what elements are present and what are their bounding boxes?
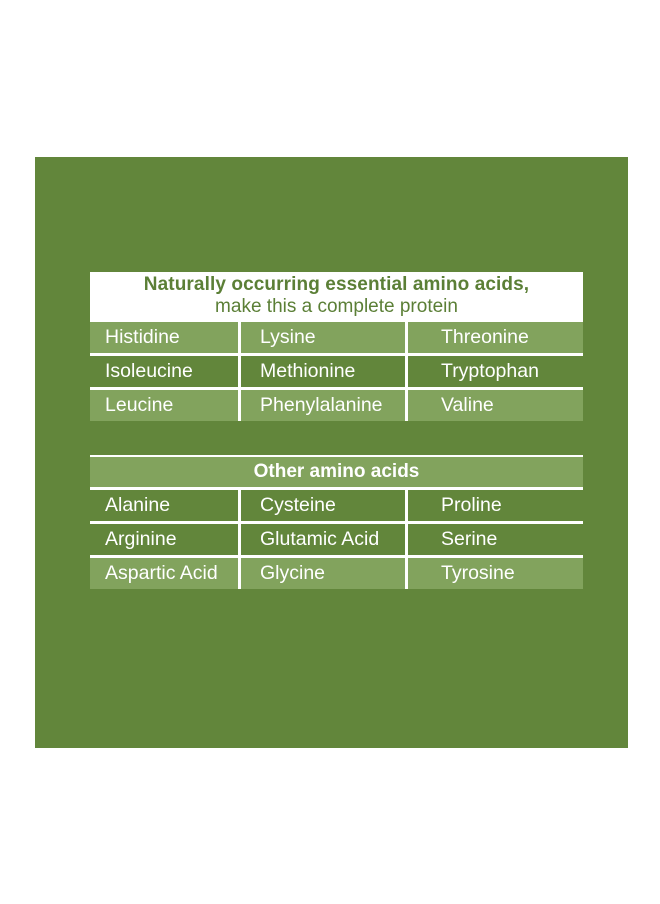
table-row (90, 319, 583, 353)
table-cell: Lysine (241, 322, 408, 353)
table-row (90, 387, 583, 421)
table-cell: Histidine (90, 322, 241, 353)
other-table-header: Other amino acids (90, 455, 583, 487)
table-cell: Threonine (441, 326, 529, 348)
essential-amino-acids-table (90, 272, 583, 421)
table-cell: Tyrosine (441, 562, 515, 584)
table-row (90, 353, 583, 387)
green-panel (35, 157, 628, 748)
other-amino-acids-table (90, 455, 583, 589)
table-cell: Serine (441, 528, 498, 550)
table-cell: Aspartic Acid (90, 558, 241, 589)
table-cell: Methionine (241, 356, 408, 387)
table-cell: Arginine (90, 524, 241, 555)
table-cell: Glycine (241, 558, 408, 589)
table-cell: Valine (441, 394, 494, 416)
table-cell: Isoleucine (90, 356, 241, 387)
table-cell: Tryptophan (441, 360, 539, 382)
essential-table-title: Naturally occurring essential amino acids, (143, 274, 530, 295)
table-cell: Leucine (90, 390, 241, 421)
essential-table-header (90, 272, 583, 319)
table-row (90, 555, 583, 589)
table-row (90, 521, 583, 555)
table-cell: Alanine (90, 490, 241, 521)
table-cell: Cysteine (241, 490, 408, 521)
table-cell: Proline (441, 494, 502, 516)
table-cell: Glutamic Acid (241, 524, 408, 555)
table-cell: Phenylalanine (241, 390, 408, 421)
essential-table-subtitle: make this a complete protein (215, 296, 458, 317)
table-row (90, 487, 583, 521)
